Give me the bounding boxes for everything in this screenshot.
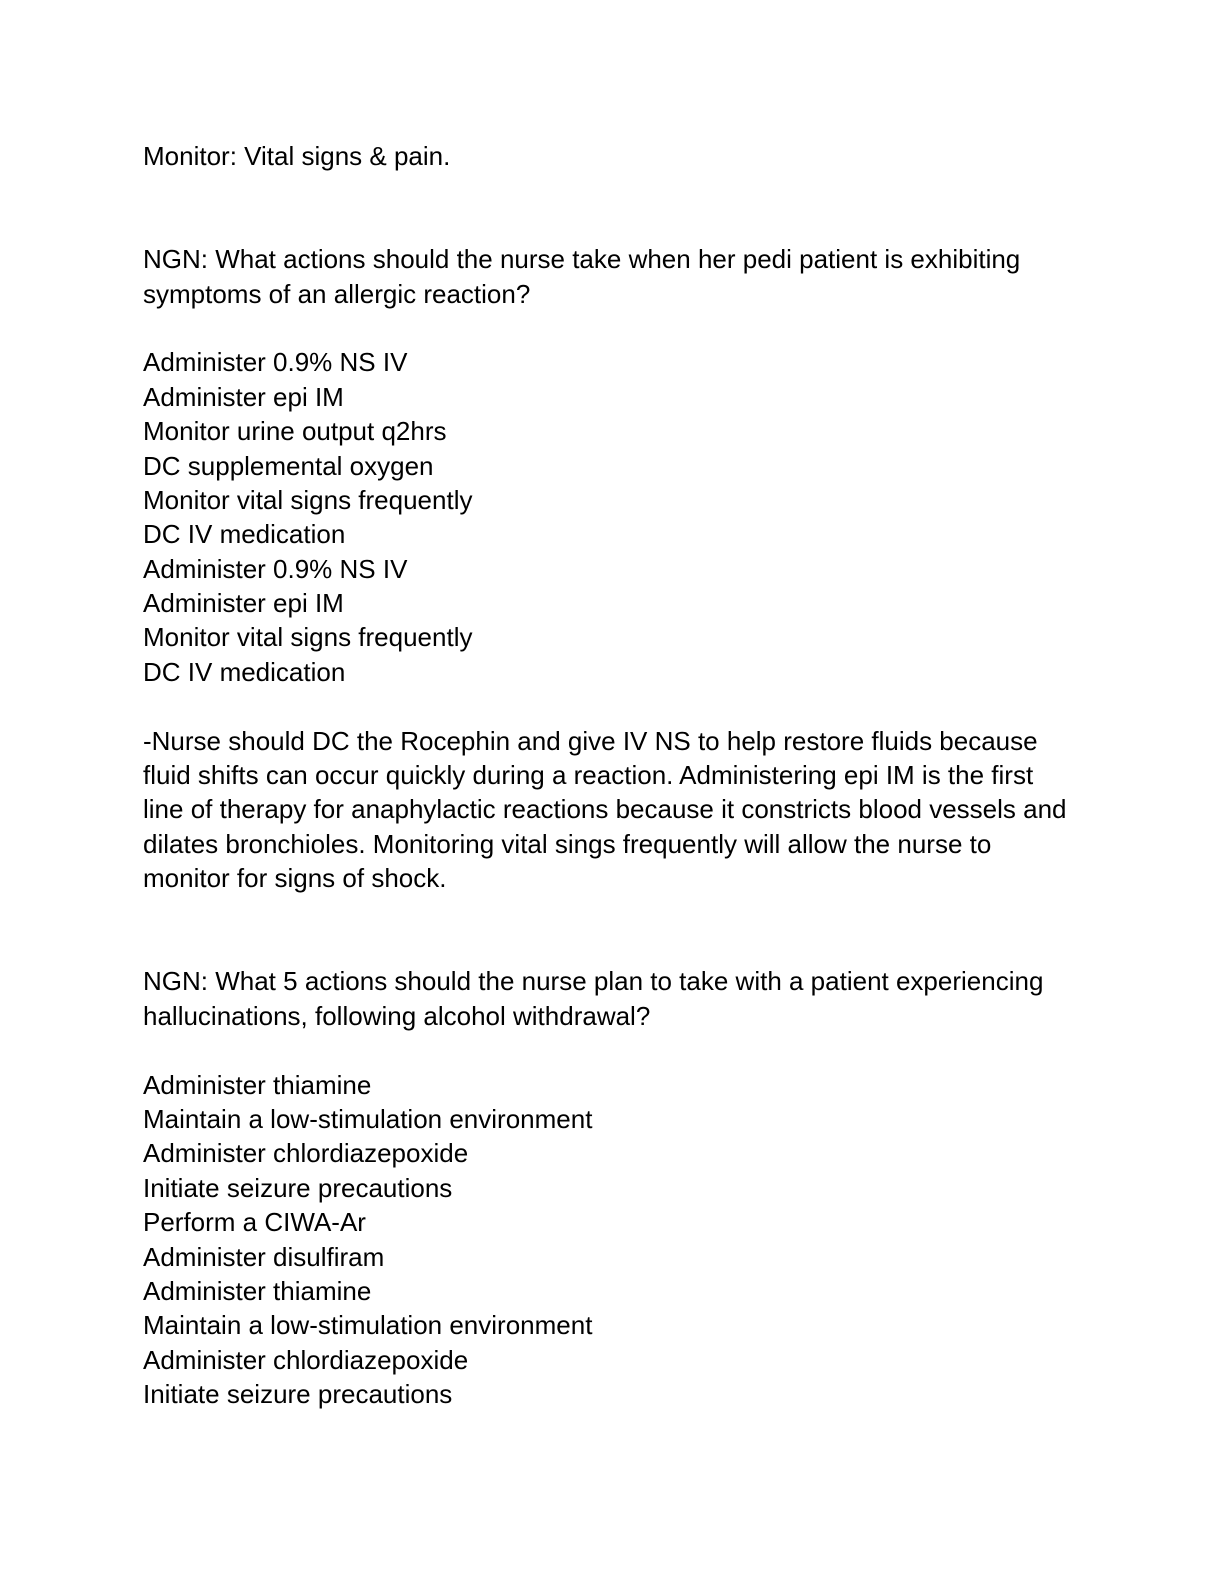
ngn-question-alcohol-withdrawal-line: NGN: What 5 actions should the nurse plan to take with a patient experiencing xyxy=(143,966,1044,997)
ngn-question-allergic-reaction-line: symptoms of an allergic reaction? xyxy=(143,278,531,309)
alcohol-withdrawal-options-line: Administer chlordiazepoxide xyxy=(143,1138,469,1169)
alcohol-withdrawal-options-line: Administer chlordiazepoxide xyxy=(143,1344,469,1375)
allergic-reaction-options-line: Monitor vital signs frequently xyxy=(143,622,473,653)
ngn-question-alcohol-withdrawal-line: hallucinations, following alcohol withdrawal? xyxy=(143,1000,651,1031)
blank-line xyxy=(143,930,1103,964)
allergic-reaction-rationale-line: -Nurse should DC the Rocephin and give IV NS to help restore fluids because xyxy=(143,725,1038,756)
alcohol-withdrawal-options-line: Administer disulfiram xyxy=(143,1241,385,1272)
allergic-reaction-rationale-line: dilates bronchioles. Monitoring vital sings frequently will allow the nurse to xyxy=(143,828,992,859)
blank-line xyxy=(143,208,1103,242)
blank-line xyxy=(143,1033,1103,1067)
blank-line xyxy=(143,173,1103,207)
allergic-reaction-rationale-line: monitor for signs of shock. xyxy=(143,863,447,894)
allergic-reaction-options-line: Monitor urine output q2hrs xyxy=(143,416,447,447)
alcohol-withdrawal-options-line: Administer thiamine xyxy=(143,1275,372,1306)
allergic-reaction-options-line: DC IV medication xyxy=(143,519,346,550)
blank-line xyxy=(143,896,1103,930)
ngn-question-allergic-reaction-line: NGN: What actions should the nurse take when her pedi patient is exhibiting xyxy=(143,244,1021,275)
blank-line xyxy=(143,689,1103,723)
document-content xyxy=(143,139,1103,1411)
allergic-reaction-options-line: DC IV medication xyxy=(143,656,346,687)
alcohol-withdrawal-options-line: Initiate seizure precautions xyxy=(143,1172,453,1203)
monitor-note-line: Monitor: Vital signs & pain. xyxy=(143,141,451,171)
allergic-reaction-options-line: Administer epi IM xyxy=(143,588,344,619)
allergic-reaction-rationale-line: line of therapy for anaphylactic reactions because it constricts blood vessels and xyxy=(143,794,1067,825)
alcohol-withdrawal-options-line: Perform a CIWA-Ar xyxy=(143,1207,366,1238)
blank-line xyxy=(143,311,1103,345)
allergic-reaction-options-line: DC supplemental oxygen xyxy=(143,450,434,481)
allergic-reaction-options-line: Administer 0.9% NS IV xyxy=(143,553,408,584)
alcohol-withdrawal-options-line: Maintain a low-stimulation environment xyxy=(143,1103,593,1134)
allergic-reaction-rationale-line: fluid shifts can occur quickly during a reaction. Administering epi IM is the first xyxy=(143,760,1034,791)
alcohol-withdrawal-options-line: Initiate seizure precautions xyxy=(143,1379,453,1410)
alcohol-withdrawal-options-line: Maintain a low-stimulation environment xyxy=(143,1310,593,1341)
alcohol-withdrawal-options-line: Administer thiamine xyxy=(143,1069,372,1100)
allergic-reaction-options-line: Administer 0.9% NS IV xyxy=(143,347,408,378)
allergic-reaction-options-line: Monitor vital signs frequently xyxy=(143,484,473,515)
allergic-reaction-options-line: Administer epi IM xyxy=(143,381,344,412)
